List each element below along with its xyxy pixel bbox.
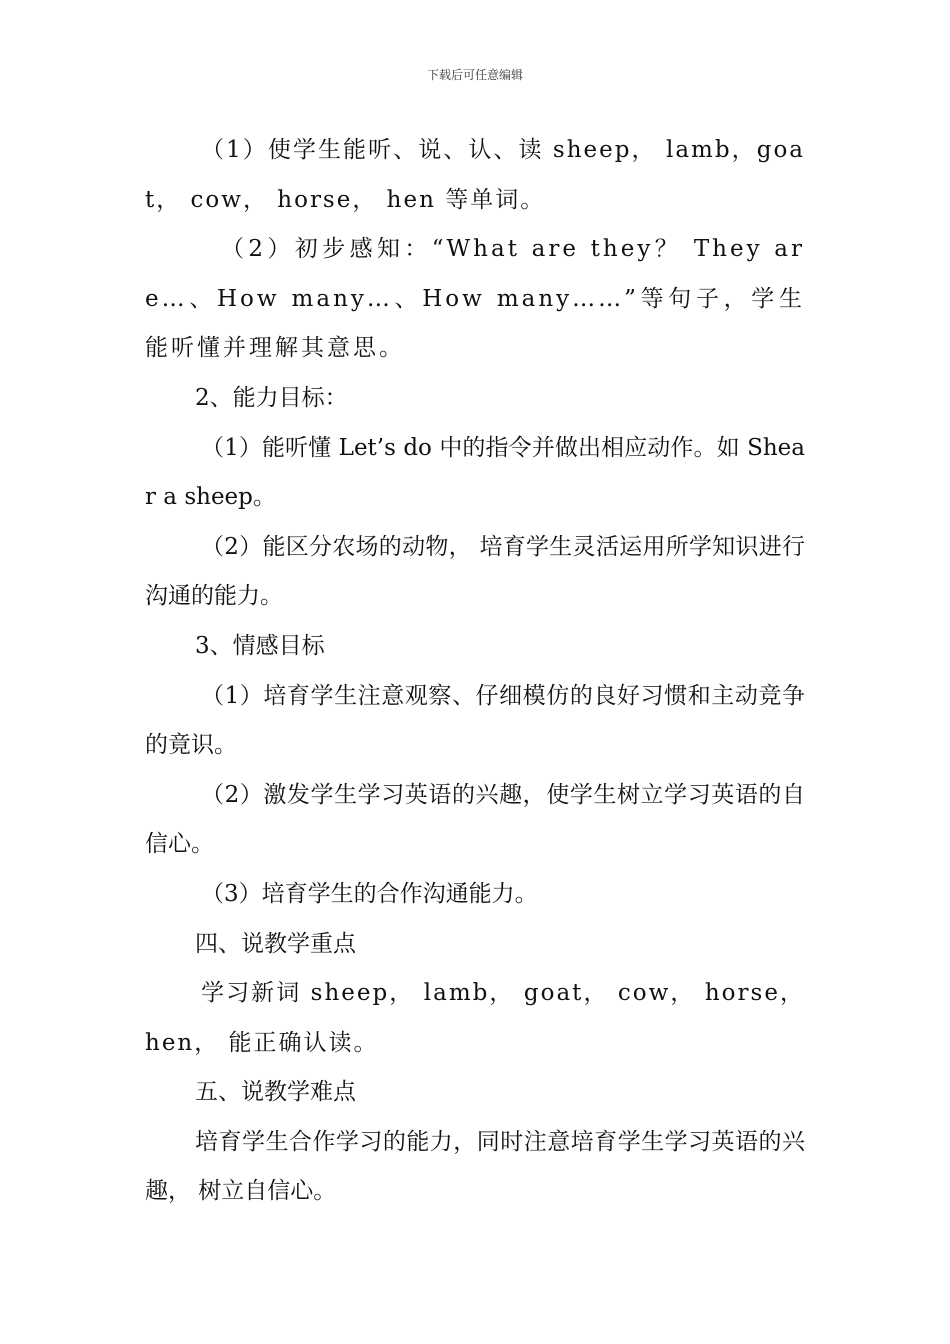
document-body — [145, 126, 805, 1217]
paragraph-objective-2: （2）初步感知：“What are they？ They are…、How many…、How many……”等句子，学生能听懂并理解其意思。 — [145, 236, 805, 362]
heading-ability-goals: 2、能力目标： — [195, 384, 348, 411]
paragraph-ability-1: （1）能听懂 Let’s do 中的指令并做出相应动作。如 Shear a sheep。 — [145, 434, 805, 511]
page-header: 下载后可任意编辑 — [426, 68, 523, 82]
paragraph-emotion-2: （2）激发学生学习英语的兴趣，使学生树立学习英语的自信心。 — [145, 781, 805, 858]
paragraph-ability-2: （2）能区分农场的动物， 培育学生灵活运用所学知识进行沟通的能力。 — [145, 533, 805, 610]
paragraph-objective-1: （1）使学生能听、说、认、读 sheep， lamb，goat， cow， horse， hen 等单词。 — [145, 137, 805, 213]
heading-key-points: 四、说教学重点 — [195, 930, 356, 957]
paragraph-difficulties: 培育学生合作学习的能力，同时注意培育学生学习英语的兴趣， 树立自信心。 — [145, 1128, 805, 1205]
paragraph-key-points: 学习新词 sheep， lamb， goat， cow， horse，hen， 能正确认读。 — [145, 980, 805, 1056]
heading-emotion-goals: 3、情感目标 — [195, 632, 325, 659]
paragraph-emotion-3: （3）培育学生的合作沟通能力。 — [201, 880, 538, 907]
paragraph-emotion-1: （1）培育学生注意观察、仔细模仿的良好习惯和主动竞争的竟识。 — [145, 682, 805, 759]
heading-difficulties: 五、说教学难点 — [195, 1079, 356, 1106]
